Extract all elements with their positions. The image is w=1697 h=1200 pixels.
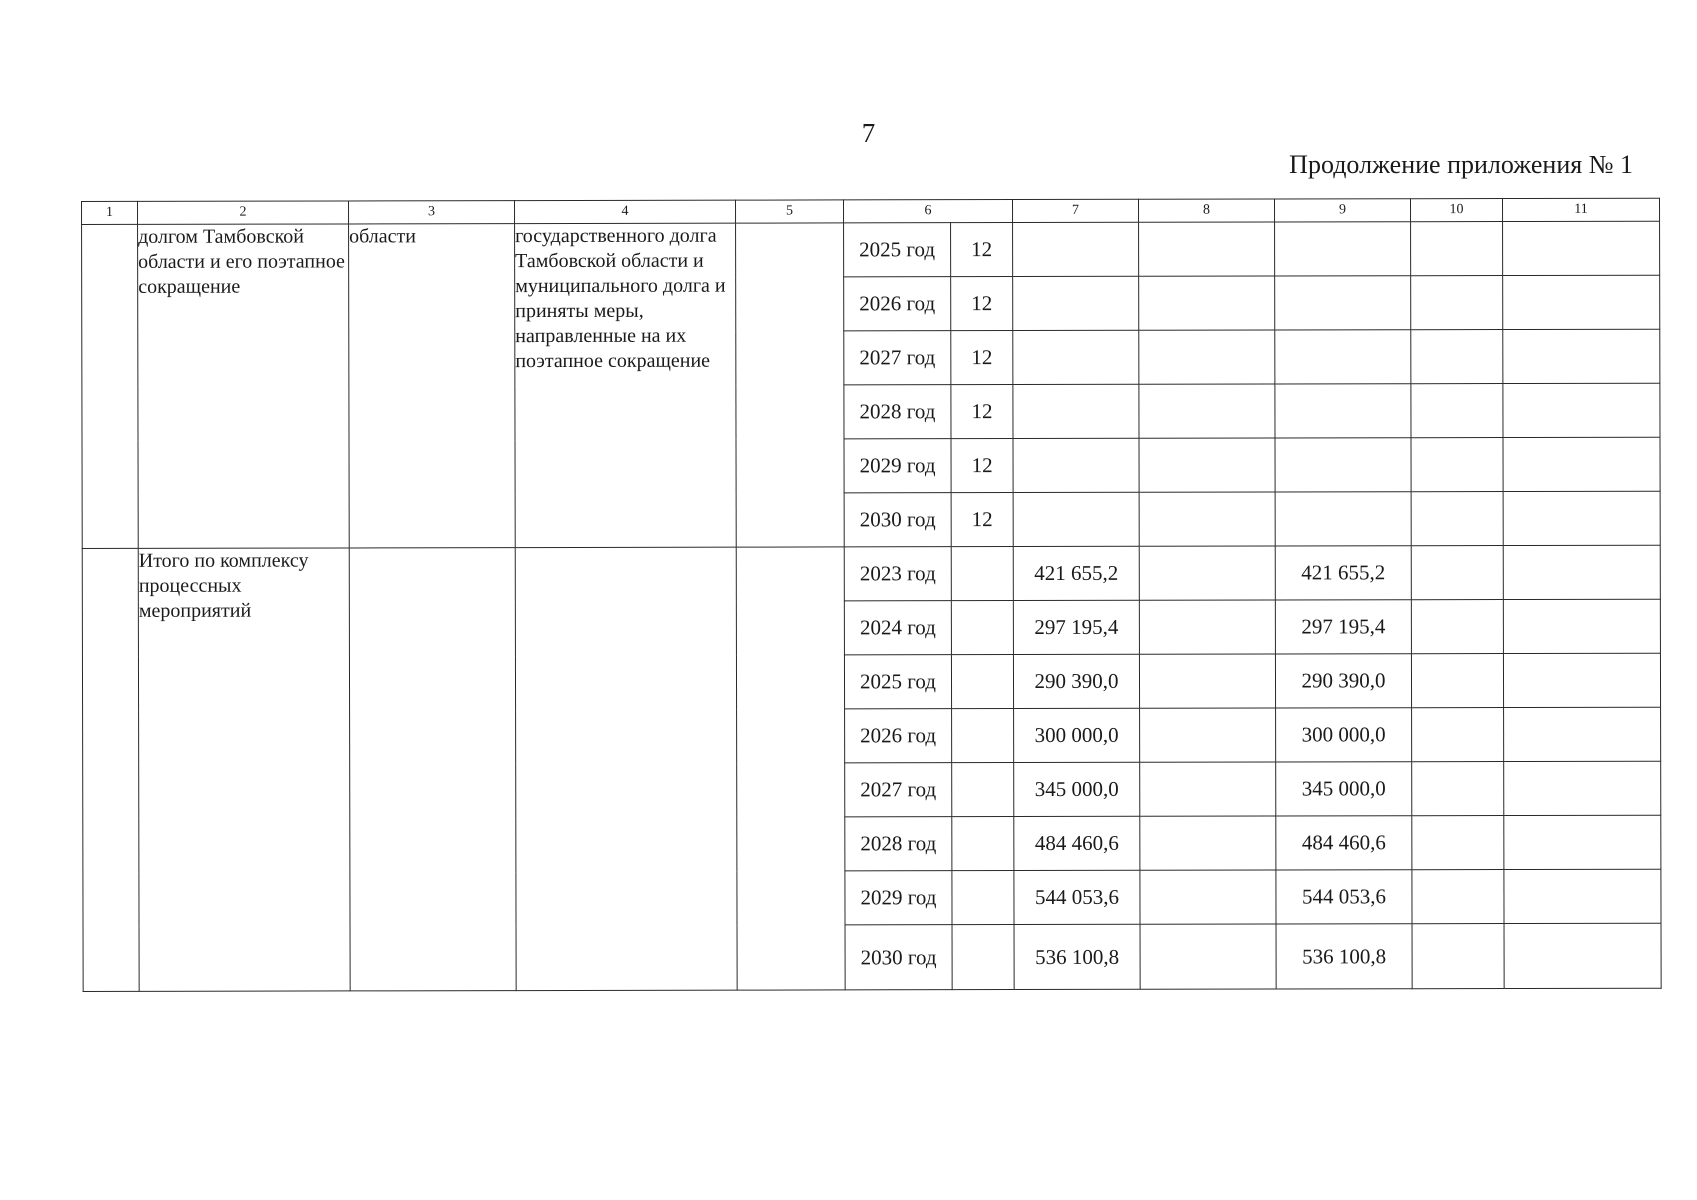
cell-empty: [1139, 438, 1275, 492]
cell-year: 2023 год: [844, 547, 951, 601]
cell-empty: [1275, 222, 1411, 276]
cell-empty: [1503, 437, 1660, 491]
column-header-9: 9: [1274, 199, 1410, 222]
column-header-6: 6: [843, 200, 1012, 223]
cell-description: долгом Тамбовской области и его поэтапное сокращение: [138, 224, 350, 548]
cell-empty: [1411, 654, 1503, 708]
cell-empty: [1504, 761, 1661, 815]
cell-empty: [952, 925, 1014, 990]
cell-empty: [1504, 707, 1661, 761]
cell-empty: [1412, 870, 1504, 924]
cell-empty: [1013, 384, 1139, 438]
cell-empty: [951, 601, 1013, 655]
cell-empty: [1503, 383, 1660, 437]
cell-amount-regional: 300 000,0: [1276, 708, 1412, 762]
cell-indicator: 12: [951, 331, 1013, 385]
cell-empty: [1140, 816, 1276, 870]
data-table: [81, 198, 1662, 992]
appendix-title: Продолжение приложения № 1: [1289, 150, 1633, 179]
cell-empty: [1412, 762, 1504, 816]
column-header-5: 5: [735, 200, 843, 223]
cell-empty: [1013, 492, 1139, 546]
cell-empty: [1275, 384, 1411, 438]
cell-empty: [1411, 276, 1503, 330]
column-header-row: [82, 198, 1660, 224]
cell-amount-total: 421 655,2: [1013, 546, 1139, 600]
cell-amount-total: 544 053,6: [1014, 870, 1140, 924]
cell-empty: [1411, 546, 1503, 600]
cell-year: 2025 год: [844, 655, 951, 709]
cell-empty: [1013, 438, 1139, 492]
cell-indicator: 12: [951, 493, 1013, 547]
cell-year: 2030 год: [845, 925, 952, 990]
cell-amount-regional: 345 000,0: [1276, 762, 1412, 816]
table-row: [82, 545, 1660, 602]
cell-empty: [1411, 600, 1503, 654]
cell-empty: [1139, 222, 1275, 276]
cell-year: 2028 год: [844, 385, 951, 439]
cell-col5: [736, 223, 845, 547]
cell-amount-regional: 536 100,8: [1276, 924, 1412, 989]
cell-empty: [1139, 276, 1275, 330]
cell-empty: [1504, 923, 1661, 988]
cell-empty: [1411, 384, 1503, 438]
cell-amount-regional: 290 390,0: [1275, 654, 1411, 708]
cell-empty: [952, 709, 1014, 763]
column-header-10: 10: [1410, 199, 1502, 222]
cell-year: 2027 год: [845, 763, 952, 817]
cell-amount-total: 290 390,0: [1013, 654, 1139, 708]
cell-indicator: 12: [951, 439, 1013, 493]
cell-empty: [1013, 276, 1139, 330]
cell-year: 2024 год: [844, 601, 951, 655]
cell-empty: [1504, 815, 1661, 869]
cell-col1: [82, 548, 139, 991]
cell-empty: [1503, 545, 1660, 599]
cell-empty: [1503, 329, 1660, 383]
cell-empty: [1139, 600, 1275, 654]
cell-empty: [1139, 546, 1275, 600]
cell-col1: [82, 224, 139, 548]
cell-empty: [951, 547, 1013, 601]
cell-empty: [1139, 384, 1275, 438]
cell-empty: [951, 655, 1013, 709]
cell-empty: [1412, 708, 1504, 762]
cell-empty: [1503, 221, 1660, 275]
column-header-1: 1: [82, 201, 138, 224]
cell-empty: [1503, 275, 1660, 329]
cell-empty: [1139, 492, 1275, 546]
cell-amount-total: 536 100,8: [1014, 924, 1140, 989]
column-header-3: 3: [349, 201, 515, 224]
cell-indicator: 12: [951, 223, 1013, 277]
cell-year: 2029 год: [845, 871, 952, 925]
cell-empty: [1411, 492, 1503, 546]
column-header-2: 2: [138, 201, 349, 224]
cell-amount-total: 484 460,6: [1014, 816, 1140, 870]
column-header-8: 8: [1138, 199, 1274, 222]
cell-col5: [736, 547, 845, 990]
cell-indicator: 12: [951, 385, 1013, 439]
cell-empty: [1275, 330, 1411, 384]
cell-year: 2029 год: [844, 439, 951, 493]
column-header-11: 11: [1502, 198, 1659, 221]
cell-amount-total: 345 000,0: [1014, 762, 1140, 816]
cell-col4: государственного долга Тамбовской области и муниципального долга и приняты меры, направленные на их поэтапное сокращение: [515, 223, 737, 547]
cell-year: 2030 год: [844, 493, 951, 547]
column-header-7: 7: [1012, 199, 1138, 222]
cell-empty: [1504, 869, 1661, 923]
cell-total-label: Итого по комплексу процессных мероприятий: [138, 548, 350, 991]
cell-year: 2027 год: [844, 331, 951, 385]
cell-amount-regional: 484 460,6: [1276, 816, 1412, 870]
cell-empty: [952, 817, 1014, 871]
cell-empty: [1139, 330, 1275, 384]
cell-empty: [1275, 276, 1411, 330]
cell-amount-regional: 544 053,6: [1276, 870, 1412, 924]
column-header-4: 4: [515, 200, 736, 223]
cell-year: 2026 год: [845, 709, 952, 763]
cell-empty: [1139, 654, 1275, 708]
cell-amount-total: 300 000,0: [1014, 708, 1140, 762]
cell-empty: [1411, 222, 1503, 276]
cell-empty: [1140, 762, 1276, 816]
cell-empty: [1140, 924, 1276, 989]
cell-empty: [1275, 438, 1411, 492]
cell-year: 2026 год: [844, 277, 951, 331]
cell-year: 2028 год: [845, 817, 952, 871]
cell-empty: [1140, 870, 1276, 924]
cell-empty: [1411, 330, 1503, 384]
table-row: [82, 221, 1660, 278]
page-number: 7: [861, 118, 876, 148]
cell-empty: [1411, 438, 1503, 492]
cell-empty: [1140, 708, 1276, 762]
cell-empty: [952, 763, 1014, 817]
cell-empty: [1412, 924, 1504, 989]
cell-col4: [515, 547, 737, 990]
cell-empty: [952, 871, 1014, 925]
cell-col3: [349, 548, 516, 991]
cell-col3: области: [349, 224, 516, 548]
cell-indicator: 12: [951, 277, 1013, 331]
cell-empty: [1275, 492, 1411, 546]
cell-empty: [1013, 222, 1139, 276]
cell-empty: [1503, 599, 1660, 653]
cell-year: 2025 год: [844, 223, 951, 277]
cell-amount-regional: 421 655,2: [1275, 546, 1411, 600]
cell-empty: [1503, 653, 1660, 707]
cell-amount-regional: 297 195,4: [1275, 600, 1411, 654]
cell-empty: [1013, 330, 1139, 384]
cell-empty: [1412, 816, 1504, 870]
cell-amount-total: 297 195,4: [1013, 600, 1139, 654]
cell-empty: [1503, 491, 1660, 545]
